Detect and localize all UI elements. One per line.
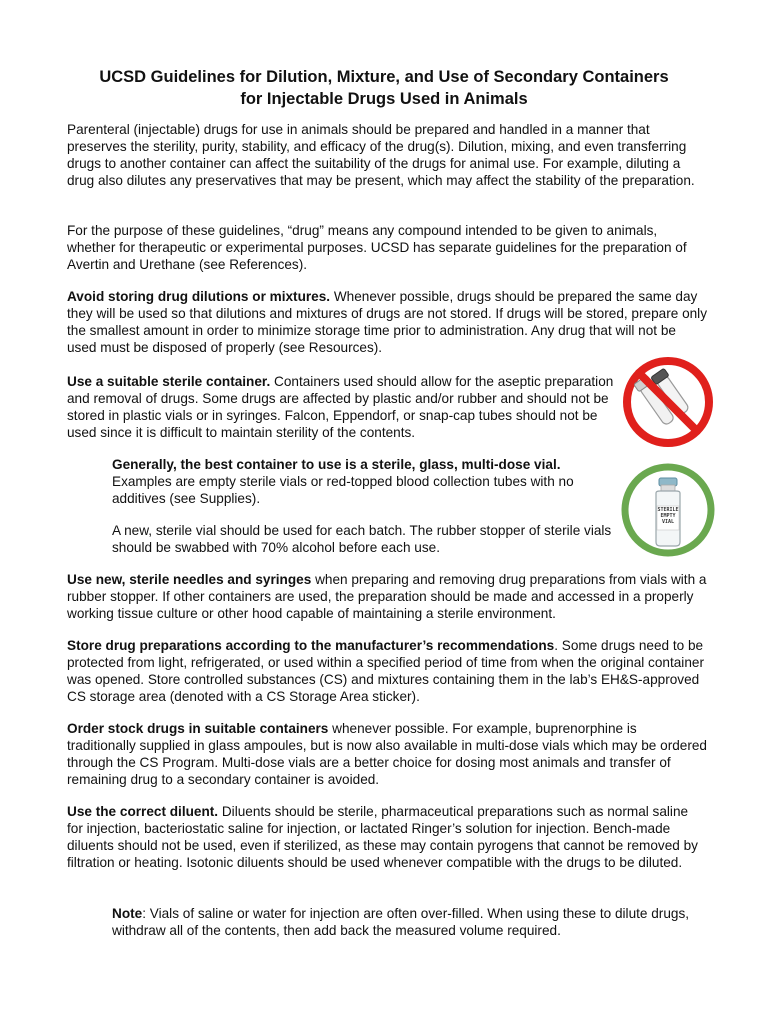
avoid-storing-text: Whenever possible, drugs should be prepared the same day they will be used so that dilutions and mixtures of drugs are not stored. If drugs will be stored, prepare only the smallest amount in order to minimize storage time prior to administration. Any drug that will not be used must be disposed of properly (see Resources). <box>67 289 708 355</box>
needles-heading: Use new, sterile needles and syringes <box>67 572 312 587</box>
vial-label-line-1: STERILE <box>657 507 679 513</box>
intro-paragraph: Parenteral (injectable) drugs for use in animals should be prepared and handled in a manner that preserves the sterility, purity, stability, and efficacy of the drug(s). Dilution, mixing, and even transferring drugs to another container can affect the suitability of the drugs for animal use. For example, diluting a drug also dilutes any preservatives that may be present, which may affect the stability of the preparation. <box>67 122 695 188</box>
document-title <box>60 66 708 110</box>
vial-label-line-2: EMPTY <box>660 513 676 519</box>
title-line-2: for Injectable Drugs Used in Animals <box>240 90 528 108</box>
store-heading: Store drug preparations according to the manufacturer’s recommendations <box>67 638 555 653</box>
no-tubes-icon <box>622 356 714 448</box>
avoid-storing-heading: Avoid storing drug dilutions or mixtures. <box>67 289 331 304</box>
diluent-heading: Use the correct diluent. <box>67 804 219 819</box>
vial-label <box>657 507 679 525</box>
title-line-1: UCSD Guidelines for Dilution, Mixture, and Use of Secondary Containers <box>99 68 669 86</box>
note-label: Note <box>112 906 143 921</box>
sterile-container-paragraph <box>67 373 615 441</box>
best-container-paragraph <box>112 456 612 507</box>
diluent-paragraph <box>67 803 707 871</box>
store-text: . Some drugs need to be protected from light, refrigerated, or used within a specified period of time from when the original container was opened. Store controlled substances (CS) and mixtures containing them in the lab’s EH&S-approved CS storage area (denoted with a CS Storage Area sticker). <box>67 638 704 704</box>
best-container-heading: Generally, the best container to use is a sterile, glass, multi-dose vial. <box>112 457 561 472</box>
needles-paragraph <box>67 571 707 622</box>
best-container-text: Examples are empty sterile vials or red-topped blood collection tubes with no additives (see Supplies). <box>112 474 574 506</box>
order-heading: Order stock drugs in suitable containers <box>67 721 329 736</box>
definition-paragraph: For the purpose of these guidelines, “drug” means any compound intended to be given to animals, whether for therapeutic or experimental purposes. UCSD has separate guidelines for the preparation of Avertin and Urethane (see References). <box>67 223 687 272</box>
new-vial-paragraph: A new, sterile vial should be used for each batch. The rubber stopper of sterile vials should be swabbed with 70% alcohol before each use. <box>112 523 612 555</box>
diluent-text: Diluents should be sterile, pharmaceutical preparations such as normal saline for injection, bacteriostatic saline for injection, or lactated Ringer’s solution for injection. Bench-made diluents should not be used, even if sterilized, as these may contain pyrogens that cannot be removed by filtration or heating. Isotonic diluents should be used whenever compatible with the drugs to be diluted. <box>67 804 698 870</box>
order-text: whenever possible. For example, buprenorphine is traditionally supplied in glass ampoules, but is now also available in multi-dose vials which may be ordered through the CS Program. Multi-dose vials are a better choice for dosing most animals and transfer of remaining drug to a secondary container is avoided. <box>67 721 707 787</box>
order-paragraph <box>67 720 707 788</box>
note-text: : Vials of saline or water for injection are often over-filled. When using these to dilute drugs, withdraw all of the contents, then add back the measured volume required. <box>112 906 690 938</box>
sterile-container-heading: Use a suitable sterile container. <box>67 374 271 389</box>
store-paragraph <box>67 637 707 705</box>
note-paragraph <box>112 905 712 939</box>
avoid-storing-paragraph <box>67 288 707 356</box>
sterile-container-text: Containers used should allow for the aseptic preparation and removal of drugs. Some drugs are affected by plastic and/or rubber and should not be stored in plastic vials or in syringes. Falcon, Eppendorf, or snap-cap tubes should not be used since it is difficult to maintain sterility of the contents. <box>67 374 614 440</box>
needles-text: when preparing and removing drug preparations from vials with a rubber stopper. If other containers are used, the preparation should be made and accessed in a properly working tissue culture or other hood capable of maintaining a sterile environment. <box>67 572 707 621</box>
vial-label-line-3: VIAL <box>661 519 675 525</box>
